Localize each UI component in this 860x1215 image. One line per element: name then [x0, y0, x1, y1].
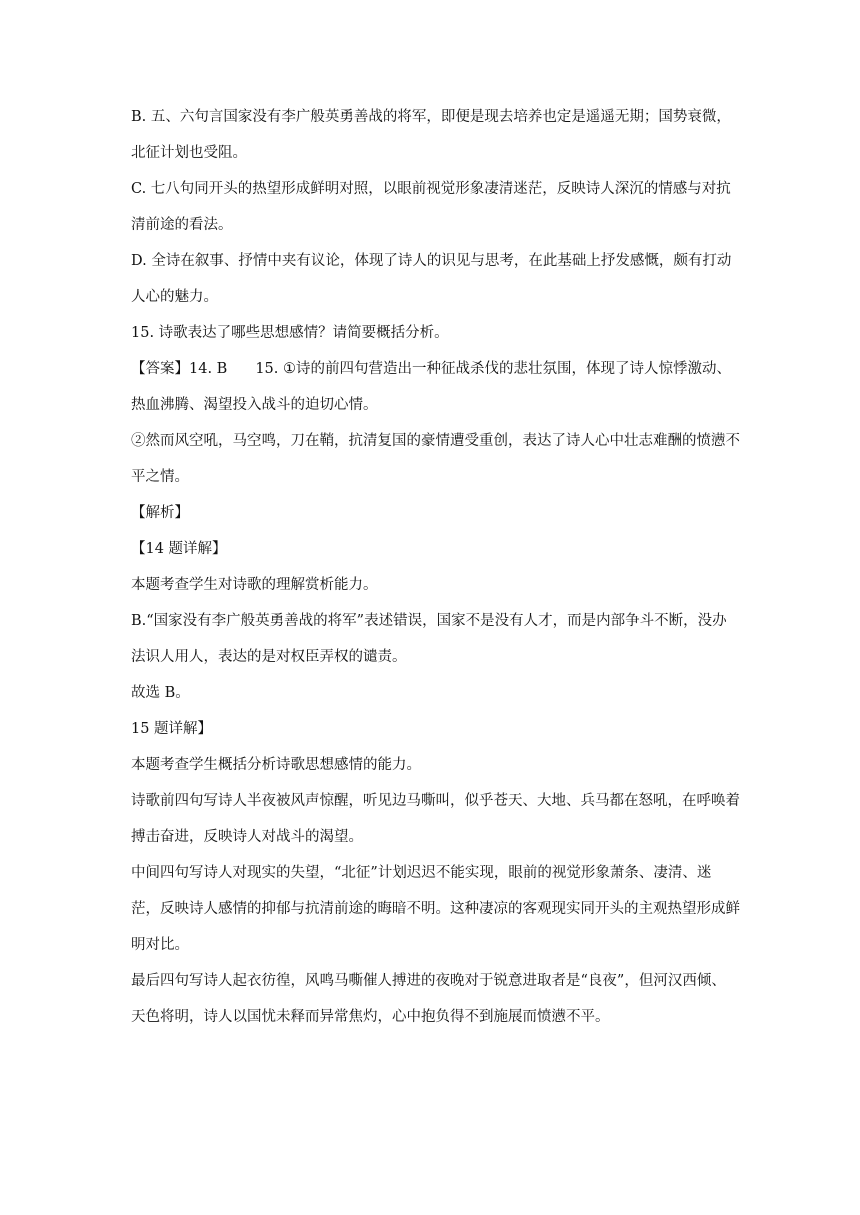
q15-intro-paragraph: 本题考查学生概括分析诗歌思想感情的能力。 — [131, 757, 421, 773]
q15-last-four-lines-paragraph: 最后四句写诗人起衣彷徨，风鸣马嘶催人搏进的夜晚对于锐意进取者是“良夜”，但河汉西倾、天色将明，诗人以国忧未释而异常焦灼，心中抱负得不到施展而愤懑不平。 — [131, 973, 726, 1025]
option-b-paragraph: B. 五、六句言国家没有李广般英勇善战的将军，即便是现去培养也定是遥遥无期；国势衰微，北征计划也受阻。 — [131, 109, 731, 161]
q14-detail-heading: 【14 题详解】 — [131, 541, 227, 557]
answer-label: 【答案】14. B — [131, 361, 228, 377]
option-c-paragraph: C. 七八句同开头的热望形成鲜明对照，以眼前视觉形象凄清迷茫，反映诗人深沉的情感与对抗清前途的看法。 — [131, 181, 731, 233]
q15-detail-heading: 15 题详解】 — [131, 721, 213, 737]
answer-15-text: 15. ①诗的前四句营造出一种征战杀伐的悲壮氛围，体现了诗人惊悸激动、热血沸腾、渴望投入战斗的迫切心情。 — [131, 361, 731, 413]
option-d-paragraph: D. 全诗在叙事、抒情中夹有议论，体现了诗人的识见与思考，在此基础上抒发感慨，颇有打动人心的魅力。 — [131, 253, 732, 305]
q14-intro-paragraph: 本题考查学生对诗歌的理解赏析能力。 — [131, 577, 378, 593]
q15-middle-four-lines-paragraph: 中间四句写诗人对现实的失望，“北征”计划迟迟不能实现，眼前的视觉形象萧条、凄清、迷茫，反映诗人感情的抑郁与抗清前途的晦暗不明。这种凄凉的客观现实同开头的主观热望形成鲜明对比。 — [131, 865, 740, 953]
answer-15-part2-paragraph: ②然而风空吼，马空鸣，刀在鞘，抗清复国的豪情遭受重创，表达了诗人心中壮志难酬的愤懑不平之情。 — [131, 433, 740, 485]
analysis-heading: 【解析】 — [131, 505, 189, 521]
q14-explanation-paragraph: B.“国家没有李广般英勇善战的将军”表述错误，国家不是没有人才，而是内部争斗不断，没办法识人用人，表达的是对权臣弄权的谴责。 — [131, 613, 727, 665]
question-15-paragraph: 15. 诗歌表达了哪些思想感情？请简要概括分析。 — [131, 325, 449, 341]
answer-paragraph — [131, 351, 740, 423]
q14-conclusion-paragraph: 故选 B。 — [131, 685, 190, 701]
q15-first-four-lines-paragraph: 诗歌前四句写诗人半夜被风声惊醒，听见边马嘶叫，似乎苍天、大地、兵马都在怒吼，在呼唤着搏击奋进，反映诗人对战斗的渴望。 — [131, 793, 740, 845]
